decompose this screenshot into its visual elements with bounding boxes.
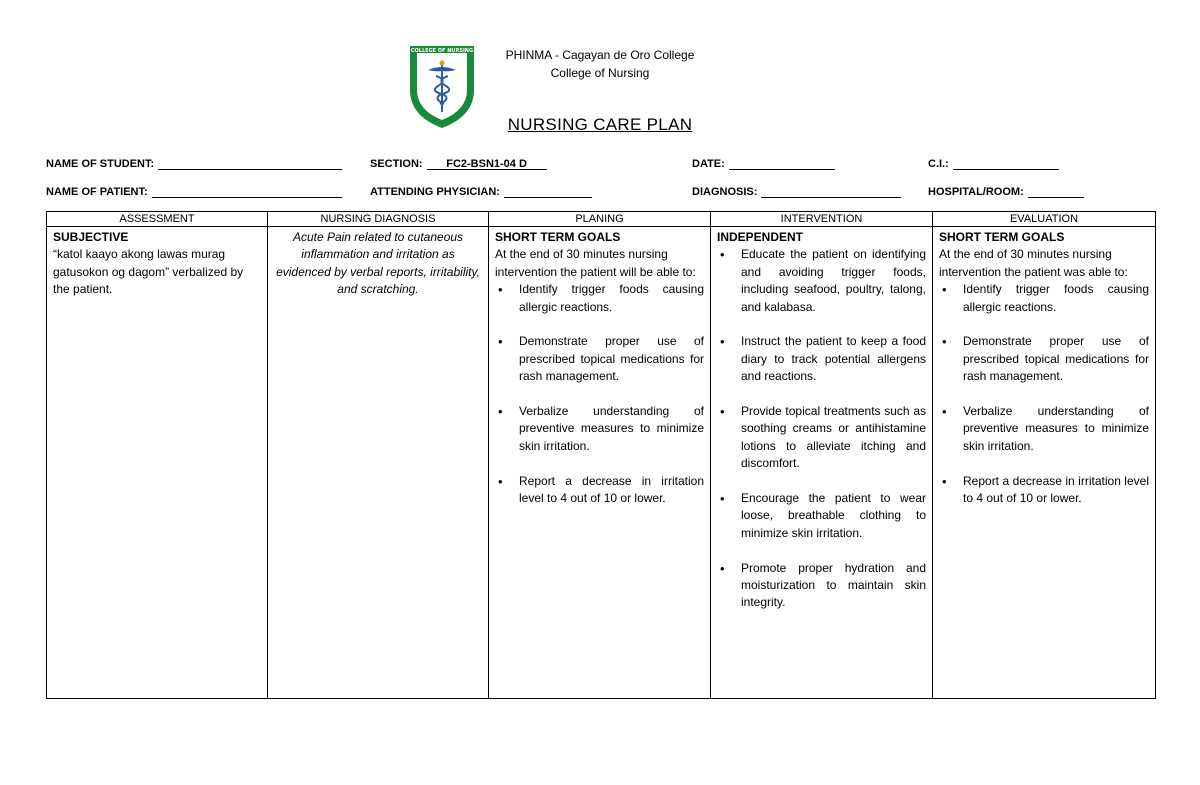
- header-assessment: ASSESSMENT: [47, 212, 268, 227]
- list-item: • Educate the patient on identifying and avoiding trigger foods, including seafood, poultry, talong, and kalabasa.: [717, 246, 926, 316]
- evaluation-cell: [933, 227, 1156, 699]
- list-item: • Demonstrate proper use of prescribed topical medications for rash management.: [495, 333, 704, 385]
- page-title: NURSING CARE PLAN: [507, 115, 693, 134]
- planning-heading: SHORT TERM GOALS: [495, 230, 621, 244]
- list-item: • Report a decrease in irritation level to 4 out of 10 or lower.: [495, 473, 704, 508]
- college-name: College of Nursing: [550, 66, 650, 80]
- care-plan-table: [46, 211, 1156, 699]
- planning-cell: [489, 227, 711, 699]
- ci-input[interactable]: [953, 158, 1059, 170]
- svg-text:COLLEGE OF NURSING: COLLEGE OF NURSING: [410, 48, 474, 54]
- list-item: • Promote proper hydration and moisturization to maintain skin integrity.: [717, 560, 926, 612]
- assessment-heading: SUBJECTIVE: [53, 230, 129, 244]
- section-input[interactable]: FC2-BSN1-04 D: [427, 158, 547, 170]
- intervention-heading: INDEPENDENT: [717, 230, 804, 244]
- nursing-diagnosis-text: Acute Pain related to cutaneous inflammation and irritation as evidenced by verbal reports, irritability, and scratching.: [276, 230, 480, 297]
- list-item: • Provide topical treatments such as soothing creams or antihistamine lotions to alleviate itching and discomfort.: [717, 403, 926, 473]
- school-name: PHINMA - Cagayan de Oro College: [505, 48, 695, 62]
- header-evaluation: EVALUATION: [933, 212, 1156, 227]
- physician-input[interactable]: [504, 186, 592, 198]
- header-planning: PLANING: [489, 212, 711, 227]
- evaluation-intro: At the end of 30 minutes nursing intervention the patient was able to:: [939, 247, 1128, 279]
- header-nursing-diagnosis: NURSING DIAGNOSIS: [268, 212, 489, 227]
- list-item: • Identify trigger foods causing allergic reactions.: [939, 281, 1149, 316]
- ci-field: C.I.:: [928, 158, 1059, 170]
- intervention-list: [717, 246, 926, 611]
- header-intervention: INTERVENTION: [711, 212, 933, 227]
- list-item: • Identify trigger foods causing allergic reactions.: [495, 281, 704, 316]
- list-item: • Verbalize understanding of preventive measures to minimize skin irritation.: [939, 403, 1149, 455]
- student-name-field: NAME OF STUDENT:: [46, 158, 342, 170]
- hospital-room-input[interactable]: [1028, 186, 1084, 198]
- assessment-cell: [47, 227, 268, 699]
- list-item: • Verbalize understanding of preventive measures to minimize skin irritation.: [495, 403, 704, 455]
- table-header-row: [47, 212, 1156, 227]
- table-row: [47, 227, 1156, 699]
- student-name-input[interactable]: [158, 158, 342, 170]
- nursing-diagnosis-cell: [268, 227, 489, 699]
- list-item: • Report a decrease in irritation level to 4 out of 10 or lower.: [939, 473, 1149, 508]
- list-item: • Demonstrate proper use of prescribed topical medications for rash management.: [939, 333, 1149, 385]
- section-field: SECTION: FC2-BSN1-04 D: [370, 158, 547, 170]
- patient-name-input[interactable]: [152, 186, 342, 198]
- date-input[interactable]: [729, 158, 835, 170]
- list-item: • Instruct the patient to keep a food diary to track potential allergens and reactions.: [717, 333, 926, 385]
- diagnosis-field: DIAGNOSIS:: [692, 186, 901, 198]
- intervention-cell: [711, 227, 933, 699]
- planning-intro: At the end of 30 minutes nursing intervention the patient will be able to:: [495, 247, 696, 279]
- patient-name-field: NAME OF PATIENT:: [46, 186, 342, 198]
- assessment-text: “katol kaayo akong lawas murag gatusokon og dagom” verbalized by the patient.: [53, 247, 244, 297]
- evaluation-heading: SHORT TERM GOALS: [939, 230, 1065, 244]
- date-field: DATE:: [692, 158, 835, 170]
- diagnosis-input[interactable]: [761, 186, 901, 198]
- list-item: • Encourage the patient to wear loose, breathable clothing to minimize skin irritation.: [717, 490, 926, 542]
- evaluation-list: [939, 281, 1149, 507]
- hospital-room-field: HOSPITAL/ROOM:: [928, 186, 1084, 198]
- planning-goals-list: [495, 281, 704, 507]
- physician-field: ATTENDING PHYSICIAN:: [370, 186, 592, 198]
